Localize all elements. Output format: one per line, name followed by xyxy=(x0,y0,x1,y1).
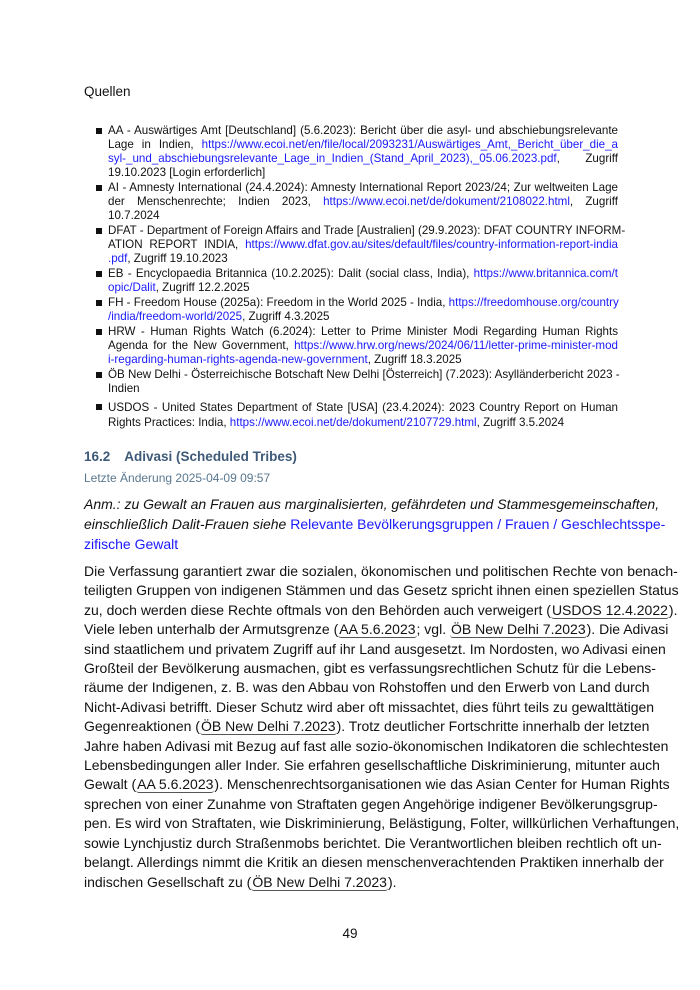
text: Jahre haben Adivasi mit Bezug auf fast alle sozio-ökonomischen Indikatoren die schlechtesten xyxy=(84,737,669,754)
text: der Menschenrechte; Indien 2023, xyxy=(108,195,324,208)
text: ÖB New Delhi - Österreichische Botschaft New Delhi [Österreich] (7.2023): Asylländerbericht 2023 - xyxy=(108,368,620,381)
text: ). Die Adivasi xyxy=(586,621,669,638)
text: , Zugriff xyxy=(556,152,618,165)
text-line xyxy=(108,238,618,252)
text: HRW - Human Rights Watch (6.2024): Letter to Prime Minister Modi Regarding Human Rights xyxy=(108,325,618,338)
hyperlink[interactable]: syl-_und_abschiebungsrelevante_Lage_in_Indien_(Stand_April_2023),_05.06.2023.pdf xyxy=(108,152,557,165)
text: AI - Amnesty International (24.4.2024): Amnesty International Report 2023/24; Zur weltweiten Lage xyxy=(108,181,618,194)
text-line xyxy=(108,310,618,324)
text: Anm.: zu Gewalt an Frauen aus marginalisierten, gefährdeten und Stammesgemeinschaften, xyxy=(84,496,660,512)
bullet-icon xyxy=(96,271,102,277)
hyperlink[interactable]: i-regarding-human-rights-agenda-new-government xyxy=(108,353,368,366)
text-line xyxy=(108,339,618,353)
citation-link[interactable]: AA 5.6.2023 xyxy=(339,621,416,638)
text: ). Menschenrechtsorganisationen wie das Asian Center for Human Rights xyxy=(214,776,670,793)
source-item xyxy=(96,368,618,396)
text-line xyxy=(84,494,660,514)
text: , Zugriff 18.3.2025 xyxy=(367,353,462,366)
text-line xyxy=(84,756,660,775)
text-line xyxy=(108,368,618,382)
text-line xyxy=(84,795,658,814)
source-item xyxy=(96,400,618,430)
text: , Zugriff xyxy=(569,195,618,208)
text-line xyxy=(108,224,626,238)
hyperlink[interactable]: .pdf xyxy=(108,252,128,265)
source-item xyxy=(96,124,618,180)
bullet-icon xyxy=(96,404,102,410)
text-line xyxy=(84,717,650,736)
sources-list xyxy=(96,124,626,430)
text: indischen Gesellschaft zu ( xyxy=(84,873,252,890)
text: Indien xyxy=(108,382,140,395)
bullet-icon xyxy=(96,228,102,234)
citation-link[interactable]: USDOS 12.4.2022 xyxy=(551,601,668,618)
text: Großteil der Bevölkerung ausmachen, gibt es verfassungsrechtlichen Schutz für die Lebens- xyxy=(84,660,656,677)
text-line xyxy=(108,400,618,415)
citation-link[interactable]: AA 5.6.2023 xyxy=(137,776,214,793)
hyperlink[interactable]: opic/Dalit xyxy=(108,281,156,294)
text: , Zugriff 12.2.2025 xyxy=(155,281,250,294)
text-line xyxy=(108,209,618,223)
text: Gegenreaktionen ( xyxy=(84,718,200,735)
text: ). xyxy=(387,873,397,890)
hyperlink[interactable]: https://freedomhouse.org/country xyxy=(448,296,619,309)
text-line xyxy=(84,581,679,600)
text: sowie Lynchjustiz durch Straßenmobs berichtet. Die Verantwortlichen bleiben rechtlich oft un- xyxy=(84,834,662,851)
source-item xyxy=(96,296,618,324)
page-number: 49 xyxy=(342,925,358,941)
text: einschließlich Dalit-Frauen siehe xyxy=(84,516,291,532)
hyperlink[interactable]: https://www.ecoi.net/de/dokument/2108022.html xyxy=(323,195,570,208)
last-changed: Letzte Änderung 2025-04-09 09:57 xyxy=(84,471,271,485)
text: Nicht-Adivasi betrifft. Dieser Schutz wird aber oft missachtet, dies führt teils zu gewalttätigen xyxy=(84,698,655,715)
sources-heading: Quellen xyxy=(84,84,131,99)
text: pen. Es wird von Straftaten, wie Diskriminierung, Belästigung, Folter, willkürlichen Verhaftungen, xyxy=(84,815,680,832)
text-line xyxy=(84,659,656,678)
text: EB - Encyclopaedia Britannica (10.2.2025): Dalit (social class, India), xyxy=(108,267,474,280)
text-line xyxy=(108,353,618,367)
bullet-icon xyxy=(96,372,102,378)
text: 10.7.2024 xyxy=(108,209,160,222)
hyperlink[interactable]: zifische Gewalt xyxy=(84,536,179,552)
hyperlink[interactable]: Relevante Bevölkerungsgruppen / Frauen / Geschlechtsspe- xyxy=(290,516,666,532)
text-line xyxy=(108,415,618,430)
text-line xyxy=(108,152,618,166)
text: Die Verfassung garantiert zwar die sozialen, ökonomischen und politischen Rechte von benach- xyxy=(84,563,678,579)
text: Rights Practices: India, xyxy=(108,416,230,429)
text: teiligten Gruppen von indigenen Stämmen und das Gesetz spricht ihnen einen speziellen Status xyxy=(84,582,679,599)
hyperlink[interactable]: https://www.hrw.org/news/2024/06/11/letter-prime-minister-mod xyxy=(294,339,618,352)
text-line xyxy=(84,678,650,697)
citation-link[interactable]: ÖB New Delhi 7.2023 xyxy=(252,873,387,890)
text-line xyxy=(108,267,618,281)
text: Agenda for the New Government, xyxy=(108,339,295,352)
section-title: Adivasi (Scheduled Tribes) xyxy=(124,449,297,464)
text-line xyxy=(84,834,662,853)
source-item xyxy=(96,325,618,367)
text-line xyxy=(84,562,678,581)
text-line xyxy=(108,195,618,209)
text-line xyxy=(84,873,617,892)
text: FH - Freedom House (2025a): Freedom in the World 2025 - India, xyxy=(108,296,449,309)
body-paragraph xyxy=(84,562,680,892)
bullet-icon xyxy=(96,185,102,191)
bullet-icon xyxy=(96,128,102,134)
hyperlink[interactable]: https://www.dfat.gov.au/sites/default/files/country-information-report-india xyxy=(245,238,618,251)
section-number: 16.2 xyxy=(84,449,111,464)
text-line xyxy=(84,640,666,659)
hyperlink[interactable]: https://www.ecoi.net/de/dokument/2107729.html xyxy=(229,416,477,429)
source-item xyxy=(96,181,618,223)
text: AA - Auswärtiges Amt [Deutschland] (5.6.2023): Bericht über die asyl- und abschiebungsrelevante xyxy=(108,124,618,137)
text-line xyxy=(84,853,664,872)
section-heading xyxy=(84,448,617,465)
text-line xyxy=(108,296,618,310)
source-item xyxy=(96,224,626,266)
text: , Zugriff 19.10.2023 xyxy=(127,252,228,265)
bullet-icon xyxy=(96,300,102,306)
text: ATION REPORT INDIA, xyxy=(108,238,246,251)
text-line xyxy=(108,124,618,138)
text-line xyxy=(108,181,618,195)
text: sprechen von einer Zunahme von Straftaten gegen Angehörige indigener Bevölkerungsgrup- xyxy=(84,795,658,812)
bullet-icon xyxy=(96,329,102,335)
text: Lage in Indien, xyxy=(108,138,202,151)
hyperlink[interactable]: /india/freedom-world/2025 xyxy=(108,310,243,323)
text-line xyxy=(108,325,618,339)
text: Viele leben unterhalb der Armutsgrenze ( xyxy=(84,621,339,638)
text: Gewalt ( xyxy=(84,776,137,793)
text-line xyxy=(108,138,618,152)
hyperlink[interactable]: https://www.ecoi.net/en/file/local/2093231/Auswärtiges_Amt,_Bericht_über_die_a xyxy=(201,138,618,151)
text: ). xyxy=(668,601,678,618)
text: 19.10.2023 [Login erforderlich] xyxy=(108,166,266,179)
text-line xyxy=(108,166,618,180)
text-line xyxy=(108,281,618,295)
text-line xyxy=(84,775,670,794)
text: , Zugriff 3.5.2024 xyxy=(476,416,565,429)
text: ; vgl. xyxy=(416,621,450,638)
text: Lebensbedingungen aller Inder. Sie erfahren gesellschaftliche Diskriminierung, mitunter auch xyxy=(84,757,660,774)
text: belangt. Allerdings nimmt die Kritik an diesen menschenverachtenden Praktiken innerhalb der xyxy=(84,854,664,871)
citation-link[interactable]: ÖB New Delhi 7.2023 xyxy=(200,718,336,735)
text: DFAT - Department of Foreign Affairs and Trade [Australien] (29.9.2023): DFAT COUNTRY INFORM- xyxy=(108,224,626,237)
text: sind staatlichem und privatem Zugriff auf ihr Land ausgesetzt. Im Nordosten, wo Adivasi einen xyxy=(84,640,666,657)
text: räume der Indigenen, z. B. was den Abbau von Rohstoffen und den Erwerb von Land durch xyxy=(84,679,650,696)
text-line xyxy=(84,514,666,534)
citation-link[interactable]: ÖB New Delhi 7.2023 xyxy=(451,621,586,638)
text-line xyxy=(84,737,669,756)
text: USDOS - United States Department of State [USA] (23.4.2024): 2023 Country Report on Human xyxy=(108,401,618,414)
text-line xyxy=(108,382,618,396)
text-line xyxy=(84,620,669,639)
page xyxy=(84,0,680,982)
source-item xyxy=(96,267,618,295)
text-line xyxy=(84,814,680,833)
text: ). Trotz deutlicher Fortschritte innerhalb der letzten xyxy=(336,718,650,735)
text-line xyxy=(84,534,617,554)
text-line xyxy=(108,252,618,266)
text-line xyxy=(84,698,655,717)
text: zu, doch werden diese Rechte oftmals von den Behörden auch verweigert ( xyxy=(84,601,551,618)
text-line xyxy=(84,601,678,620)
hyperlink[interactable]: https://www.britannica.com/t xyxy=(473,267,618,280)
text: , Zugriff 4.3.2025 xyxy=(242,310,330,323)
note-paragraph xyxy=(84,494,666,554)
